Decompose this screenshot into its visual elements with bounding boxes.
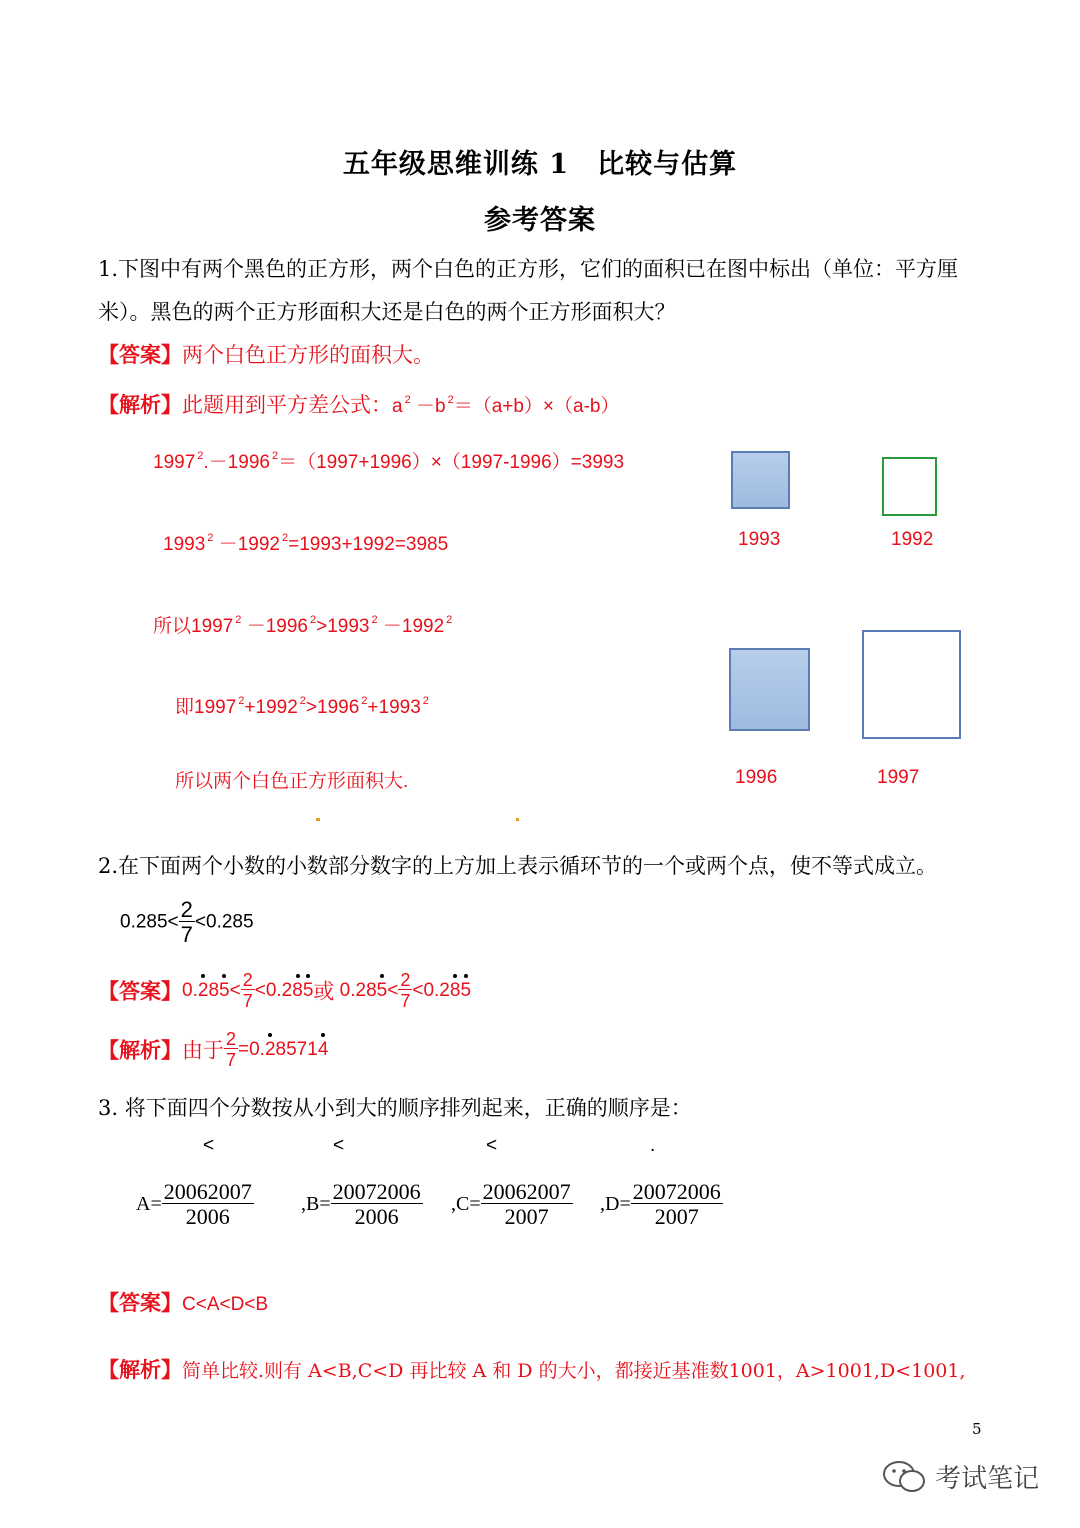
analysis-tag: 【解析】 (98, 1357, 182, 1382)
page-title: 五年级思维训练 1 比较与估算 (342, 149, 738, 180)
watermark (880, 1458, 1039, 1495)
q3-analysis (98, 1354, 966, 1384)
analysis-tag: 【解析】 (98, 1037, 182, 1063)
blank-sep-2: < (333, 1135, 345, 1156)
watermark-text: 考试笔记 (935, 1464, 1040, 1494)
q1-line1: 1.下图中有两个黑色的正方形，两个白色的正方形，它们的面积已在图中标出（单位：平方厘 (98, 257, 959, 281)
label-1997: 1997 (877, 767, 920, 788)
answer-tag: 【答案】 (98, 978, 182, 1004)
answer-text: 两个白色正方形的面积大。 (182, 343, 434, 367)
label-1996: 1996 (735, 767, 778, 788)
analysis-text: 简单比较.则有 A<B,C<D 再比较 A 和 D 的大小，都接近基准数1001，A>1001,D<1001, (182, 1360, 966, 1382)
calc-line-1: 1997 $^2$.－1996 $^2$＝（1997+1996）×（1997-1996）=3993 (153, 450, 625, 473)
decor-dot (516, 818, 519, 821)
fraction-A: A= $\frac{20062007}{2006}$ (136, 1179, 252, 1229)
formula: a $^2$ －b $^2$＝（a+b）×（a-b） (392, 394, 620, 417)
blank-sep-4: . (650, 1135, 656, 1156)
q3-line1: 3. 将下面四个分数按从小到大的顺序排列起来，正确的顺序是： (98, 1096, 692, 1120)
q3-answer (98, 1287, 268, 1317)
blank-sep-1: < (203, 1135, 215, 1156)
q1-analysis (98, 389, 619, 419)
label-1992: 1992 (891, 529, 934, 550)
q1-answer (98, 339, 434, 369)
answer-tag: 【答案】 (98, 1290, 182, 1315)
q2-answer: 【答案】0.285< $\frac{2}{7}$ <0.285或 0.285< $\frac{2}{7}$ <0.285 (98, 970, 472, 1011)
calc-conclusion: 所以两个白色正方形面积大. (175, 771, 409, 792)
analysis-lead: 此题用到平方差公式： (182, 393, 392, 417)
calc-line-3: 所以1997 $^2$ －1996 $^2$>1993 $^2$ －1992 $^2$ (153, 614, 453, 637)
answer-text: C<A<D<B (182, 1294, 269, 1315)
wechat-icon (880, 1459, 930, 1495)
analysis-tag: 【解析】 (98, 392, 182, 417)
decor-dot (316, 818, 320, 821)
q2-line1: 2.在下面两个小数的小数部分数字的上方加上表示循环节的一个或两个点，使不等式成立。 (98, 854, 938, 878)
calc-line-4: 即1997 $^2$+1992 $^2$>1996 $^2$+1993 $^2$ (175, 695, 429, 718)
square-1992 (882, 457, 937, 516)
page-subtitle: 参考答案 (484, 205, 596, 236)
q2-analysis: 【解析】由于 $\frac{2}{7}$ =0.285714 (98, 1029, 329, 1070)
q2-inequality: 0.285< $\frac{2}{7}$ <0.285 (120, 897, 254, 947)
fraction-D: ,D= $\frac{20072006}{2007}$ (600, 1179, 721, 1229)
page-number: 5 (972, 1420, 982, 1438)
square-1997 (862, 630, 961, 739)
fraction-B: ,B= $\frac{20072006}{2006}$ (301, 1179, 421, 1229)
blank-sep-3: < (486, 1135, 498, 1156)
label-1993: 1993 (738, 529, 781, 550)
fraction-C: ,C= $\frac{20062007}{2007}$ (451, 1179, 571, 1229)
calc-line-2: 1993 $^2$ －1992 $^2$=1993+1992=3985 (163, 532, 449, 555)
answer-tag: 【答案】 (98, 342, 182, 367)
square-1993 (731, 451, 790, 509)
q1-line2: 米）。黑色的两个正方形面积大还是白色的两个正方形面积大？ (98, 300, 676, 324)
square-1996 (729, 648, 810, 731)
